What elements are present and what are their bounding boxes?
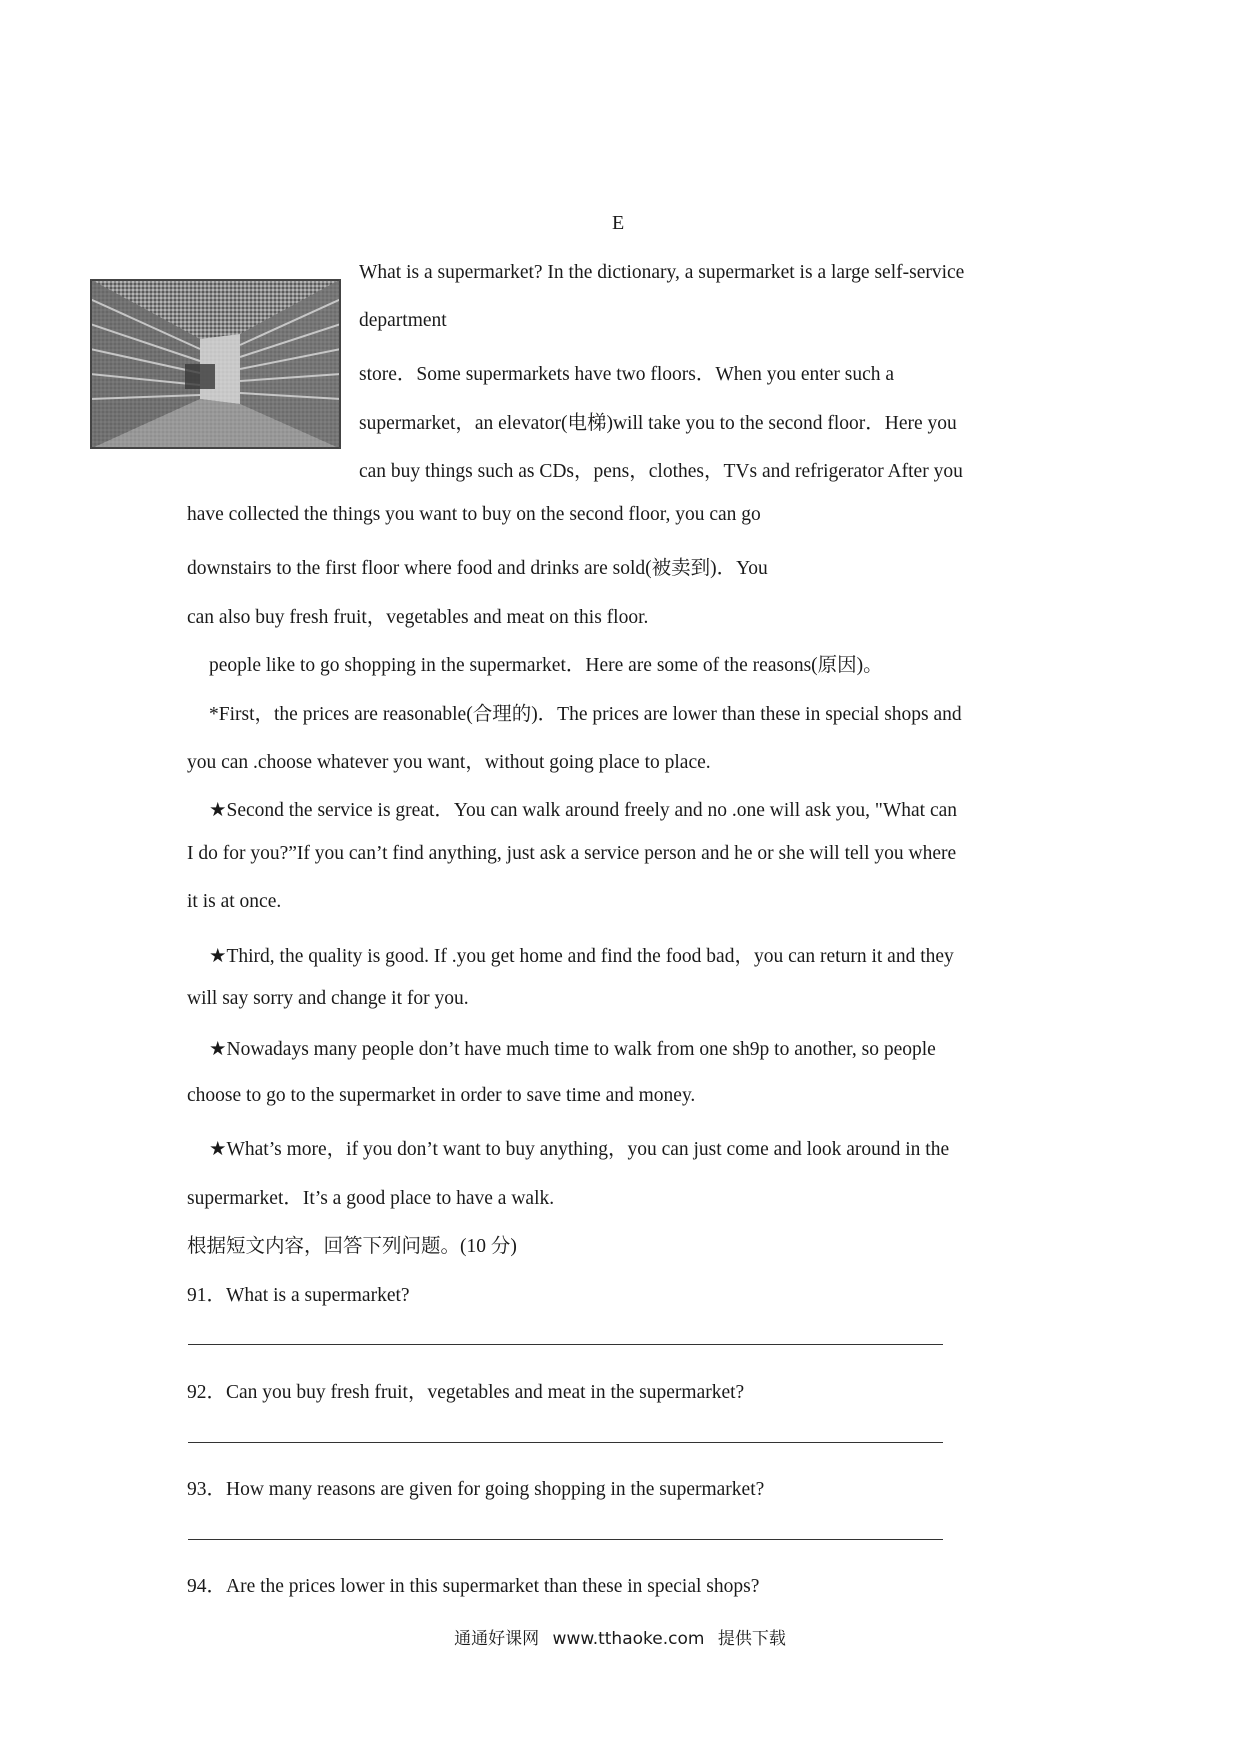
footer-suffix: 提供下载 (717, 1629, 786, 1649)
passage-line: What is a supermarket? In the dictionary, a supermarket is a large self-service (359, 262, 965, 283)
question-91: 91．What is a supermarket? (187, 1285, 410, 1306)
passage-line: ★Third, the quality is good. If .you get home and find the food bad，you can return it and they (209, 946, 954, 967)
passage-line: choose to go to the supermarket in order to save time and money. (187, 1085, 696, 1106)
passage-line: will say sorry and change it for you. (187, 988, 469, 1009)
passage-line: can buy things such as CDs，pens，clothes，TVs and refrigerator After you (359, 461, 963, 482)
instructions: 根据短文内容，回答下列问题。(10 分) (187, 1236, 517, 1257)
supermarket-photo (90, 279, 341, 449)
question-92: 92．Can you buy fresh fruit，vegetables and meat in the supermarket? (187, 1382, 745, 1403)
passage-line: supermarket，an elevator(电梯)will take you to the second floor．Here you (359, 413, 957, 434)
question-94: 94．Are the prices lower in this supermarket than these in special shops? (187, 1576, 760, 1597)
passage-line: I do for you?”If you can’t find anything, just ask a service person and he or she will tell you where (187, 843, 957, 864)
answer-line-92[interactable] (188, 1442, 943, 1443)
passage-line: downstairs to the first floor where food and drinks are sold(被卖到)．You (187, 558, 768, 579)
answer-line-91[interactable] (188, 1344, 943, 1345)
passage-line: store．Some supermarkets have two floors．When you enter such a (359, 364, 895, 385)
passage-line: can also buy fresh fruit，vegetables and meat on this floor. (187, 607, 649, 628)
question-93: 93．How many reasons are given for going shopping in the supermarket? (187, 1479, 765, 1500)
passage-line: supermarket．It’s a good place to have a walk. (187, 1188, 555, 1209)
supermarket-aisle-icon (90, 279, 341, 449)
footer-site-name: 通通好课网 (454, 1629, 540, 1649)
answer-line-93[interactable] (188, 1539, 943, 1540)
passage-line: ★Second the service is great．You can walk around freely and no .one will ask you, "What can (209, 800, 957, 821)
section-heading: E (612, 212, 625, 234)
passage-line: department (359, 310, 447, 331)
page-footer (0, 1624, 1240, 1649)
passage-line: ★What’s more，if you don’t want to buy anything，you can just come and look around in the (209, 1139, 950, 1160)
footer-url[interactable]: www.tthaoke.com (552, 1629, 705, 1649)
passage-line: you can .choose whatever you want，without going place to place. (187, 752, 711, 773)
passage-line: it is at once. (187, 891, 282, 912)
passage-line: have collected the things you want to buy on the second floor, you can go (187, 504, 761, 525)
passage-line: people like to go shopping in the supermarket．Here are some of the reasons(原因)。 (209, 655, 883, 676)
passage-line: *First，the prices are reasonable(合理的)．The prices are lower than these in special shops and (209, 704, 962, 725)
passage-line: ★Nowadays many people don’t have much time to walk from one sh9p to another, so people (209, 1039, 936, 1060)
